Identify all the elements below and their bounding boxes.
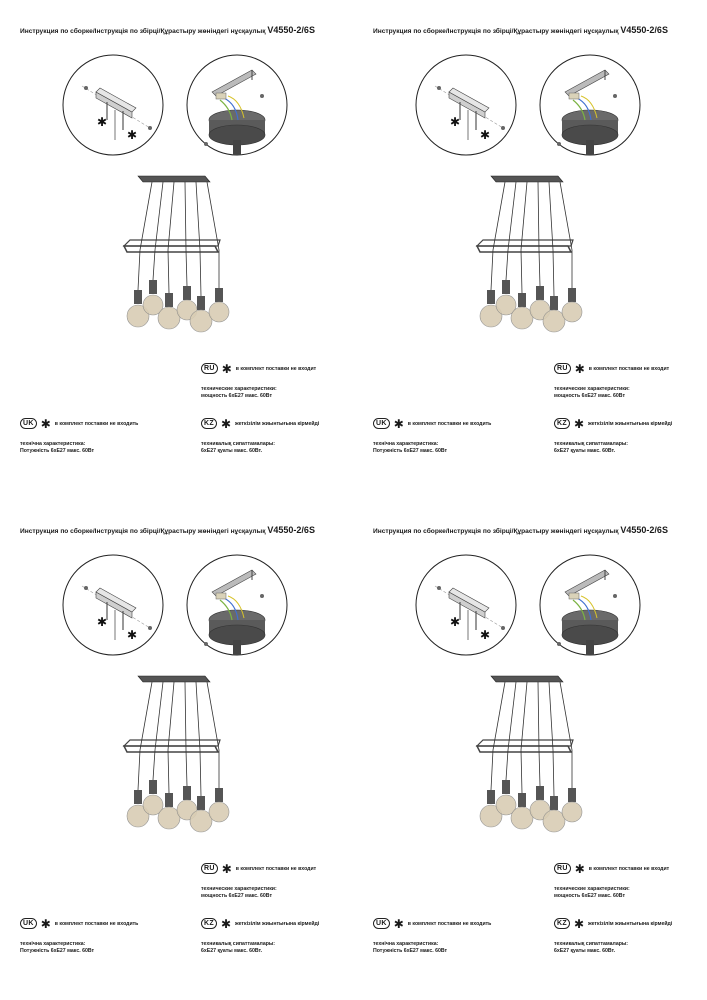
chandelier-drawing [477, 176, 582, 332]
ru-spec-title: технические характеристики: [201, 886, 277, 892]
kz-spec [201, 441, 275, 454]
title-text: Инструкция по сборке/Інструкція по збірці/Құрастыру жөніндегі нұсқаулық [20, 528, 266, 535]
canopy-wiring-detail [187, 55, 287, 155]
kz-spec [201, 941, 275, 954]
ru-note-text: в комплект поставки не входит [235, 865, 317, 872]
uk-note-row [373, 918, 491, 929]
star-icon: ✱ [221, 862, 232, 876]
model-number: V4550-2/6S [267, 25, 315, 35]
kz-spec-value: 6хЕ27 қуаты макс. 60Вт. [554, 447, 616, 454]
bracket-mounting-detail [63, 55, 163, 155]
ru-badge: RU [554, 863, 571, 874]
uk-note-text: в комплект поставки не входить [54, 920, 139, 927]
model-number: V4550-2/6S [267, 525, 315, 535]
uk-spec [373, 941, 447, 954]
uk-note-text: в комплект поставки не входить [54, 420, 139, 427]
uk-badge: UK [373, 918, 390, 929]
instruction-panel [353, 0, 706, 500]
ru-note-text: в комплект поставки не входит [588, 865, 670, 872]
kz-note-row [201, 918, 319, 929]
kz-badge: KZ [201, 918, 217, 929]
star-icon: ✱ [574, 862, 585, 876]
uk-spec-title: технічна характеристика: [373, 441, 439, 447]
canopy-wiring-detail [187, 555, 287, 655]
ru-spec-value: мощность 6хЕ27 макс. 60Вт [201, 892, 272, 899]
star-mark-right: ✱ [127, 128, 138, 142]
ru-note-row [201, 863, 316, 874]
kz-badge: KZ [201, 418, 217, 429]
kz-note-text: жеткізілім жиынтығына кірмейді [235, 420, 320, 427]
star-icon: ✱ [40, 917, 51, 931]
instruction-panel [0, 500, 353, 1000]
uk-note-row [20, 918, 138, 929]
ru-note-row [201, 363, 316, 374]
star-mark-left: ✱ [97, 115, 108, 129]
uk-spec [20, 441, 94, 454]
star-mark-left: ✱ [450, 615, 461, 629]
ru-note-row [554, 863, 669, 874]
chandelier-drawing [477, 676, 582, 832]
kz-note-row [554, 418, 672, 429]
ru-note-text: в комплект поставки не входит [235, 365, 317, 372]
kz-spec-title: техникалық сипаттамалары: [554, 941, 629, 947]
star-icon: ✱ [573, 417, 584, 431]
kz-spec-value: 6хЕ27 қуаты макс. 60Вт. [201, 947, 263, 954]
ru-spec-value: мощность 6хЕ27 макс. 60Вт [554, 392, 625, 399]
star-mark-right: ✱ [480, 628, 491, 642]
uk-badge: UK [373, 418, 390, 429]
chandelier-drawing [124, 176, 229, 332]
canopy-wiring-detail [540, 555, 640, 655]
uk-note-row [20, 418, 138, 429]
bracket-mounting-detail [63, 555, 163, 655]
uk-spec-value: Потужність 6хЕ27 макс. 60Вт [20, 947, 95, 954]
ru-note-text: в комплект поставки не входит [588, 365, 670, 372]
uk-spec-title: технічна характеристика: [20, 941, 86, 947]
instruction-panel [0, 0, 353, 500]
star-icon: ✱ [220, 417, 231, 431]
kz-spec-title: техникалық сипаттамалары: [554, 441, 629, 447]
ru-spec [554, 386, 630, 399]
kz-note-text: жеткізілім жиынтығына кірмейді [235, 920, 320, 927]
star-mark-left: ✱ [97, 615, 108, 629]
uk-spec-value: Потужність 6хЕ27 макс. 60Вт [20, 447, 95, 454]
kz-spec-title: техникалық сипаттамалары: [201, 441, 276, 447]
uk-badge: UK [20, 418, 37, 429]
uk-note-text: в комплект поставки не входить [407, 420, 492, 427]
ru-note-row [554, 363, 669, 374]
uk-note-row [373, 418, 491, 429]
star-icon: ✱ [574, 362, 585, 376]
ru-spec [201, 886, 277, 899]
chandelier-drawing [124, 676, 229, 832]
kz-spec-value: 6хЕ27 қуаты макс. 60Вт. [201, 447, 263, 454]
canopy-wiring-detail [540, 55, 640, 155]
kz-badge: KZ [554, 918, 570, 929]
uk-badge: UK [20, 918, 37, 929]
bracket-mounting-detail [416, 555, 516, 655]
kz-note-text: жеткізілім жиынтығына кірмейді [588, 420, 673, 427]
kz-note-row [201, 418, 319, 429]
model-number: V4550-2/6S [620, 525, 668, 535]
ru-spec-value: мощность 6хЕ27 макс. 60Вт [201, 392, 272, 399]
uk-spec-title: технічна характеристика: [20, 441, 86, 447]
model-number: V4550-2/6S [620, 25, 668, 35]
kz-note-text: жеткізілім жиынтығына кірмейді [588, 920, 673, 927]
instruction-panel [353, 500, 706, 1000]
star-icon: ✱ [573, 917, 584, 931]
uk-spec-value: Потужність 6хЕ27 макс. 60Вт [373, 447, 448, 454]
star-mark-right: ✱ [127, 628, 138, 642]
ru-spec-title: технические характеристики: [554, 886, 630, 892]
star-icon: ✱ [40, 417, 51, 431]
uk-spec [373, 441, 447, 454]
kz-spec-title: техникалық сипаттамалары: [201, 941, 276, 947]
title-text: Инструкция по сборке/Інструкція по збірці/Құрастыру жөніндегі нұсқаулық [20, 28, 266, 35]
star-icon: ✱ [220, 917, 231, 931]
kz-badge: KZ [554, 418, 570, 429]
kz-spec [554, 941, 628, 954]
star-mark-right: ✱ [480, 128, 491, 142]
uk-spec [20, 941, 94, 954]
ru-badge: RU [554, 363, 571, 374]
kz-spec-value: 6хЕ27 қуаты макс. 60Вт. [554, 947, 616, 954]
star-icon: ✱ [221, 362, 232, 376]
title-text: Инструкция по сборке/Інструкція по збірці/Құрастыру жөніндегі нұсқаулық [373, 28, 619, 35]
ru-spec-title: технические характеристики: [201, 386, 277, 392]
kz-note-row [554, 918, 672, 929]
uk-note-text: в комплект поставки не входить [407, 920, 492, 927]
ru-spec [201, 386, 277, 399]
uk-spec-value: Потужність 6хЕ27 макс. 60Вт [373, 947, 448, 954]
uk-spec-title: технічна характеристика: [373, 941, 439, 947]
bracket-mounting-detail [416, 55, 516, 155]
ru-badge: RU [201, 863, 218, 874]
title-text: Инструкция по сборке/Інструкція по збірці/Құрастыру жөніндегі нұсқаулық [373, 528, 619, 535]
star-mark-left: ✱ [450, 115, 461, 129]
kz-spec [554, 441, 628, 454]
star-icon: ✱ [393, 917, 404, 931]
ru-spec-title: технические характеристики: [554, 386, 630, 392]
star-icon: ✱ [393, 417, 404, 431]
ru-spec [554, 886, 630, 899]
ru-spec-value: мощность 6хЕ27 макс. 60Вт [554, 892, 625, 899]
ru-badge: RU [201, 363, 218, 374]
